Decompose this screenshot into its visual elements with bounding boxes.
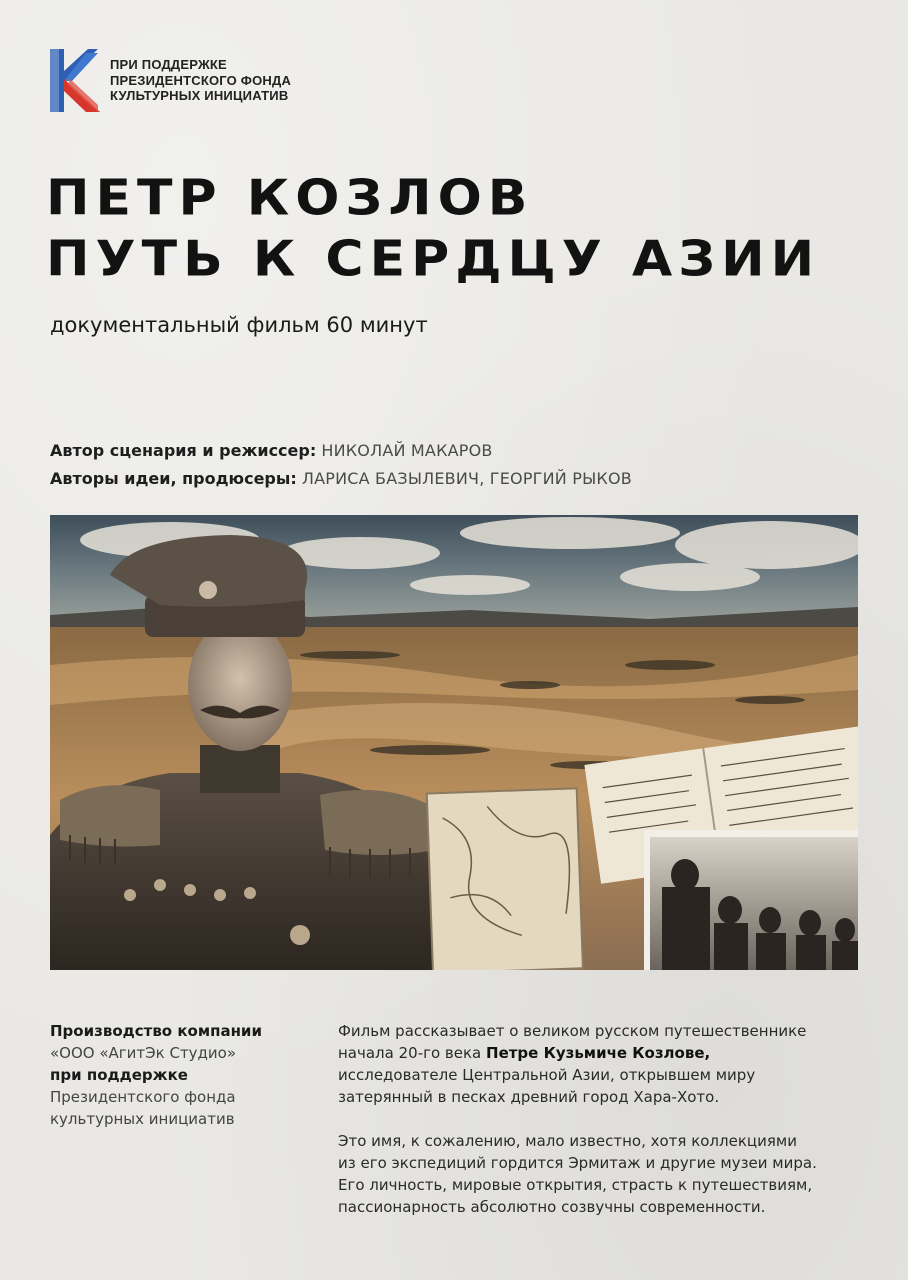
fund-logo-icon (50, 49, 100, 112)
description-p2-line-2: из его экспедиций гордится Эрмитаж и другие музеи мира. (338, 1154, 817, 1172)
producers-credit (50, 465, 632, 493)
support-line-2: ПРЕЗИДЕНТСКОГО ФОНДА (110, 72, 292, 88)
producers-label: Авторы идеи, продюсеры: (50, 469, 297, 488)
producers-names: ЛАРИСА БАЗЫЛЕВИЧ, ГЕОРГИЙ РЫКОВ (301, 469, 632, 488)
description-p1-line-1: Фильм рассказывает о великом русском путешественнике (338, 1022, 807, 1040)
description-p2-line-4: пассионарность абсолютно созвучны современности. (338, 1198, 766, 1216)
description-paragraph-2 (338, 1130, 868, 1218)
production-label: Производство компании (50, 1022, 262, 1040)
poster-collage-image (50, 515, 858, 970)
director-credit (50, 437, 632, 465)
expedition-photo (644, 830, 858, 970)
film-title-line-1: ПЕТР КОЗЛОВ (46, 169, 534, 227)
production-company: «ООО «АгитЭк Студио» (50, 1044, 237, 1062)
director-name: НИКОЛАЙ МАКАРОВ (321, 441, 493, 460)
film-description (338, 1020, 868, 1240)
description-p2-line-1: Это имя, к сожалению, мало известно, хотя коллекциями (338, 1132, 797, 1150)
description-p1-line-2b: Петре Кузьмиче Козлове, (486, 1044, 711, 1062)
production-info (50, 1020, 310, 1130)
description-p1-line-4: затерянный в песках древний город Хара-Хото. (338, 1088, 720, 1106)
production-support-label: при поддержке (50, 1066, 188, 1084)
production-fund-line-2: культурных инициатив (50, 1110, 235, 1128)
description-paragraph-1 (338, 1020, 868, 1108)
description-p1-line-2a: начала 20-го века (338, 1044, 487, 1062)
support-line-1: ПРИ ПОДДЕРЖКЕ (110, 57, 227, 72)
description-p2-line-3: Его личность, мировые открытия, страсть к путешествиям, (338, 1176, 813, 1194)
film-subtitle: документальный фильм 60 минут (50, 313, 428, 337)
support-line-3: КУЛЬТУРНЫХ ИНИЦИАТИВ (110, 88, 289, 103)
support-text (110, 57, 291, 104)
credits (50, 437, 632, 493)
description-p1-line-3: исследователе Центральной Азии, открывшем миру (338, 1066, 756, 1084)
film-title (46, 168, 886, 290)
film-title-line-2: ПУТЬ К СЕРДЦУ АЗИИ (46, 230, 821, 288)
old-map (427, 788, 583, 970)
director-label: Автор сценария и режиссер: (50, 441, 317, 460)
production-fund-line-1: Президентского фонда (50, 1088, 236, 1106)
